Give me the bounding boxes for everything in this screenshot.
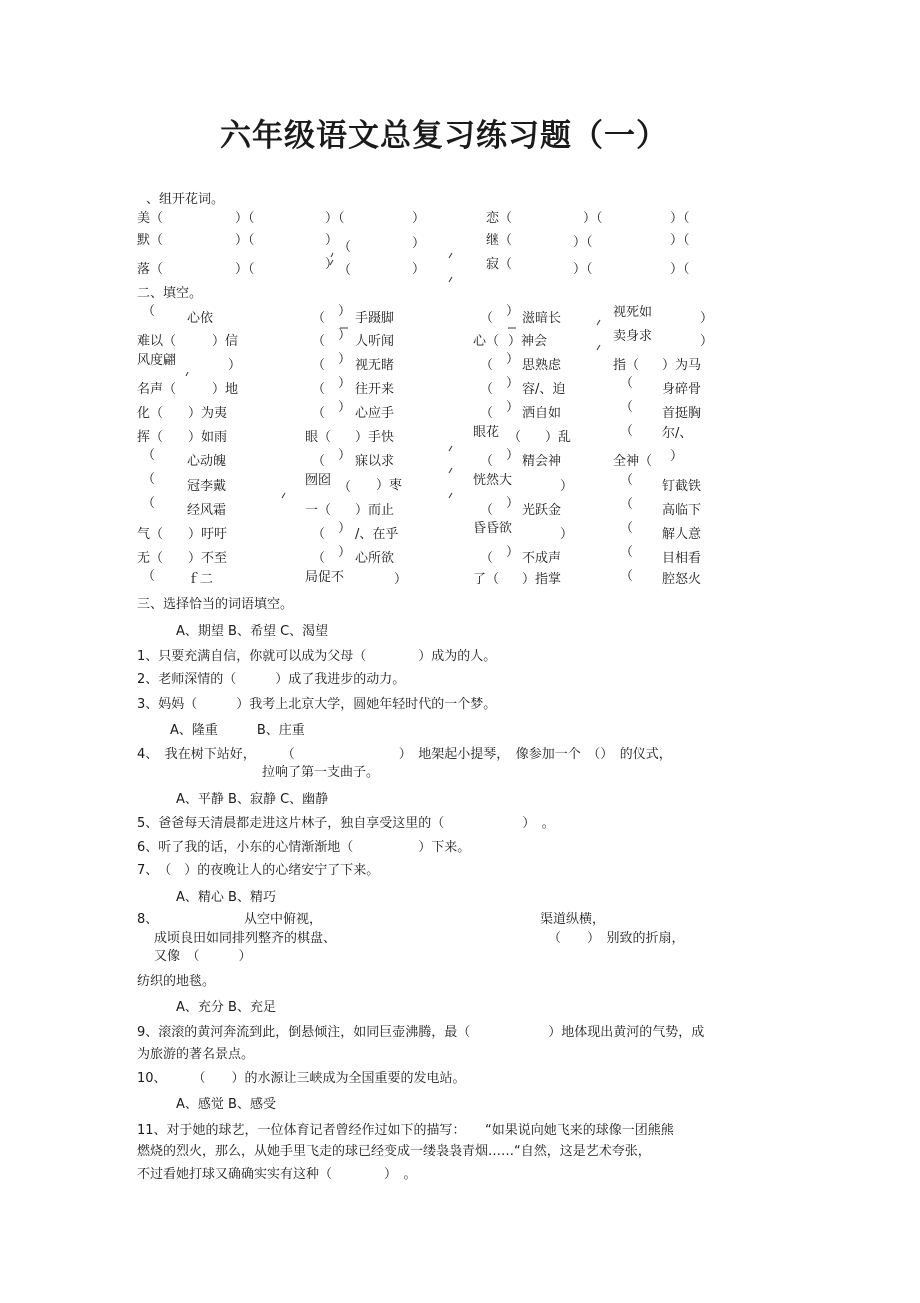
idiom-text: 风度翩 bbox=[137, 353, 177, 368]
paren: （ bbox=[338, 480, 352, 495]
idiom-text: 挥（ bbox=[137, 430, 164, 445]
idiom-text: ）如雨 bbox=[188, 430, 228, 445]
idiom-text: 眼花 bbox=[473, 425, 500, 440]
idiom-text: 视无睹 bbox=[355, 358, 395, 373]
stray-tick bbox=[597, 345, 600, 350]
idiom-text: 手蹑脚 bbox=[355, 311, 395, 326]
paren: ） bbox=[338, 545, 352, 560]
char-left: 美（ bbox=[137, 211, 164, 226]
blank: ） bbox=[412, 236, 426, 251]
idiom-text: 经风霜 bbox=[187, 503, 227, 518]
section-1-heading: 、组开花词。 bbox=[146, 192, 225, 207]
idiom-text: ）枣 bbox=[376, 478, 403, 493]
paren: ） bbox=[228, 358, 242, 373]
paren: ） bbox=[338, 400, 352, 415]
blank: ） bbox=[325, 257, 339, 272]
char-right: 继（ bbox=[486, 233, 513, 248]
paren: （ bbox=[480, 551, 494, 566]
paren: （ bbox=[142, 304, 156, 319]
paren: （ bbox=[142, 472, 156, 487]
question-line: 6、听了我的话，小东的心情渐渐地（ ）下来。 bbox=[137, 840, 471, 855]
idiom-text: 腔怒火 bbox=[662, 572, 702, 587]
blank: ）（ bbox=[583, 211, 603, 226]
blank: ）（ bbox=[670, 262, 690, 277]
question-line: 9、滚滚的黄河奔流到此，倒悬倾注，如同巨壶沸腾，最（ ）地体现出黄河的气势，成 bbox=[137, 1025, 705, 1040]
paren: （ bbox=[480, 358, 494, 373]
idiom-text: /、在乎 bbox=[355, 527, 399, 542]
idiom-text: 局促不 bbox=[305, 570, 345, 585]
section-2-heading: 二、填空。 bbox=[137, 286, 203, 301]
idiom-text: 心依 bbox=[187, 311, 214, 326]
blank: ）（ bbox=[235, 262, 255, 277]
paren: （ bbox=[312, 527, 326, 542]
question-line: 纺织的地毯。 bbox=[137, 974, 216, 989]
paren: （ bbox=[620, 569, 634, 584]
idiom-text: 一（ bbox=[305, 503, 332, 518]
idiom-text: 全神（ bbox=[613, 454, 653, 469]
paren: （ bbox=[312, 334, 326, 349]
idiom-text: 容/、迫 bbox=[522, 382, 566, 397]
blank: ）（ bbox=[573, 235, 593, 250]
idiom-text: 精会神 bbox=[522, 454, 562, 469]
idiom-text: 寐以求 bbox=[355, 454, 395, 469]
question-line: 1、只要充满自信，你就可以成为父母（ ）成为的人。 bbox=[137, 649, 497, 664]
paren: ） bbox=[506, 376, 520, 391]
question-line: 拉响了第一支曲子。 bbox=[262, 765, 380, 780]
paren: （ bbox=[312, 406, 326, 421]
idiom-text: ）神会 bbox=[508, 334, 548, 349]
paren: ） bbox=[394, 572, 408, 587]
options-line: A、精心 B、精巧 bbox=[176, 890, 276, 905]
char-left: 落（ bbox=[137, 262, 164, 277]
idiom-text: 视死如 bbox=[613, 305, 653, 320]
idiom-text: ）不至 bbox=[188, 551, 228, 566]
stray-tick bbox=[186, 372, 188, 376]
options-line: A、感觉 B、感受 bbox=[176, 1097, 276, 1112]
idiom-text: 不成声 bbox=[522, 551, 562, 566]
paren: ） bbox=[560, 527, 574, 542]
idiom-text: ）而止 bbox=[355, 503, 395, 518]
options-line: A、平静 B、寂静 C、幽静 bbox=[176, 792, 329, 807]
question-line: 3、妈妈（ ）我考上北京大学，圆她年轻时代的一个梦。 bbox=[137, 697, 497, 712]
question-line: 2、老师深情的（ ）成了我进步的动力。 bbox=[137, 672, 406, 687]
idiom-text: 洒自如 bbox=[522, 406, 562, 421]
question-line: 10、 （ ）的水源让三峡成为全国重要的发电站。 bbox=[137, 1071, 466, 1086]
paren: （ bbox=[620, 473, 634, 488]
paren: ） bbox=[338, 328, 352, 343]
paren: （ bbox=[142, 448, 156, 463]
paren: （ bbox=[480, 454, 494, 469]
idiom-text: 光跃金 bbox=[522, 503, 562, 518]
idiom-text: 指（ bbox=[613, 358, 640, 373]
stray-tick bbox=[330, 260, 333, 265]
paren: ） bbox=[700, 334, 714, 349]
idiom-text: 尔/、 bbox=[662, 426, 693, 441]
idiom-text: 卖身求 bbox=[613, 329, 653, 344]
stray-tick bbox=[449, 468, 452, 473]
paren: ） bbox=[670, 449, 684, 464]
paren: ） bbox=[506, 448, 520, 463]
paren: ） bbox=[560, 479, 574, 494]
paren: （ bbox=[312, 551, 326, 566]
idiom-text: 气（ bbox=[137, 527, 164, 542]
blank: ） bbox=[325, 233, 339, 248]
idiom-text: 高临下 bbox=[662, 503, 702, 518]
paren: ） bbox=[506, 352, 520, 367]
paren: （ bbox=[620, 545, 634, 560]
idiom-text: ）信 bbox=[212, 334, 239, 349]
char-left: 默（ bbox=[137, 233, 164, 248]
paren: ） bbox=[338, 448, 352, 463]
paren: ） bbox=[506, 304, 520, 319]
blank: ）（ bbox=[235, 233, 255, 248]
question-line: 又像 （ ） bbox=[154, 949, 252, 964]
section-3-heading: 三、选择恰当的词语填空。 bbox=[137, 597, 294, 612]
paren: （ bbox=[480, 406, 494, 421]
blank: ）（ bbox=[325, 211, 345, 226]
paren: （ bbox=[480, 311, 494, 326]
stray-tick bbox=[449, 446, 452, 451]
idiom-text: ）吁吁 bbox=[188, 527, 228, 542]
blank: ）（ bbox=[670, 233, 690, 248]
idiom-text: 思熟虑 bbox=[522, 358, 562, 373]
paren: ） bbox=[506, 545, 520, 560]
idiom-text: 冠李戴 bbox=[187, 479, 227, 494]
idiom-text: 钉截铁 bbox=[662, 479, 702, 494]
idiom-text: 囫囵 bbox=[305, 473, 332, 488]
paren: （ bbox=[312, 311, 326, 326]
idiom-text: 人听闻 bbox=[355, 334, 395, 349]
paren: ） bbox=[506, 400, 520, 415]
paren: ） bbox=[338, 304, 352, 319]
idiom-text: 解人意 bbox=[662, 527, 702, 542]
stray-tick bbox=[597, 320, 600, 325]
question-line: 不过看她打球又确确实实有这种（ ） 。 bbox=[137, 1167, 417, 1182]
paren: ） bbox=[338, 352, 352, 367]
idiom-text: ）指掌 bbox=[522, 572, 562, 587]
paren: （ bbox=[620, 521, 634, 536]
idiom-text: 心动魄 bbox=[187, 454, 227, 469]
blank: （ bbox=[338, 263, 352, 278]
blank: ）（ bbox=[573, 262, 593, 277]
idiom-text: 无（ bbox=[137, 551, 164, 566]
question-line: 燃烧的烈火，那么，从她手里飞走的球已经变成一缕袅袅青烟……“自然，这是艺术夸张， bbox=[137, 1144, 651, 1159]
idiom-text: 难以（ bbox=[137, 334, 177, 349]
idiom-text: 心（ bbox=[473, 334, 500, 349]
paren: （ bbox=[312, 454, 326, 469]
stray-tick bbox=[449, 277, 452, 282]
paren: ） bbox=[338, 521, 352, 536]
paren: （ bbox=[142, 496, 156, 511]
idiom-text: ）乱 bbox=[545, 430, 572, 445]
stray-tick bbox=[449, 253, 452, 258]
paren: （ bbox=[620, 424, 634, 439]
question-line: 渠道纵横， bbox=[540, 912, 606, 927]
idiom-text: 身碎骨 bbox=[662, 382, 702, 397]
page-title: 六年级语文总复习练习题（一） bbox=[220, 118, 668, 154]
stray-tick bbox=[331, 253, 333, 257]
question-line: 为旅游的著名景点。 bbox=[137, 1047, 255, 1062]
idiom-text: 目相看 bbox=[662, 551, 702, 566]
blank: ） bbox=[412, 262, 426, 277]
char-right: 寂（ bbox=[486, 257, 513, 272]
question-line: 从空中俯视， bbox=[244, 912, 323, 927]
idiom-text: 名声（ bbox=[137, 382, 177, 397]
blank: ） bbox=[412, 211, 426, 226]
question-line: 5、爸爸每天清晨都走进这片林子，独自享受这里的（ ） 。 bbox=[137, 816, 555, 831]
blank: （ bbox=[338, 240, 352, 255]
idiom-text: ｆ二 bbox=[187, 572, 214, 587]
paren: （ bbox=[480, 503, 494, 518]
paren: ） bbox=[700, 311, 714, 326]
paren: （ bbox=[508, 430, 522, 445]
idiom-text: ）为马 bbox=[662, 358, 702, 373]
idiom-text: 心所欲 bbox=[355, 551, 395, 566]
question-line: （ ） 别致的折扇， bbox=[548, 931, 685, 946]
idiom-text: 恍然大 bbox=[473, 473, 513, 488]
options-line: A、充分 B、充足 bbox=[176, 1000, 276, 1015]
idiom-text: 昏昏欲 bbox=[473, 521, 513, 536]
idiom-text: ）地 bbox=[212, 382, 239, 397]
idiom-text: ）手快 bbox=[355, 430, 395, 445]
question-line: 11、对于她的球艺，一位体育记者曾经作过如下的描写： “如果说向她飞来的球像一团熊熊 bbox=[137, 1123, 674, 1138]
paren: ） bbox=[338, 376, 352, 391]
paren: （ bbox=[142, 569, 156, 584]
question-line: 4、 我在树下站好， （ ） 地架起小提琴， 像参加一个 （） 的仪式， bbox=[137, 747, 672, 762]
paren: （ bbox=[620, 400, 634, 415]
paren: （ bbox=[312, 358, 326, 373]
blank: ）（ bbox=[235, 211, 255, 226]
options-line: A、隆重 B、庄重 bbox=[170, 723, 305, 738]
idiom-text: 往开来 bbox=[355, 382, 395, 397]
idiom-text: 化（ bbox=[137, 406, 164, 421]
options-line: A、期望 B、希望 C、渴望 bbox=[176, 624, 329, 639]
idiom-text: 心应手 bbox=[355, 406, 395, 421]
idiom-text: 滋暗长 bbox=[522, 311, 562, 326]
question-line: 7、 （ ）的夜晚让人的心绪安宁了下来。 bbox=[137, 863, 380, 878]
idiom-text: 眼（ bbox=[305, 430, 332, 445]
idiom-text: 首挺胸 bbox=[662, 406, 702, 421]
paren: ） bbox=[506, 496, 520, 511]
blank: ）（ bbox=[670, 211, 690, 226]
idiom-text: 了（ bbox=[473, 572, 500, 587]
paren: （ bbox=[480, 382, 494, 397]
idiom-text: ）为夷 bbox=[188, 406, 228, 421]
stray-tick bbox=[282, 493, 285, 498]
paren: （ bbox=[620, 497, 634, 512]
char-right: 恋（ bbox=[486, 211, 513, 226]
paren: （ bbox=[620, 376, 634, 391]
stray-tick bbox=[449, 493, 452, 498]
question-line: 成顷良田如同排列整齐的棋盘、 bbox=[154, 931, 337, 946]
paren: （ bbox=[312, 382, 326, 397]
question-number: 8、 bbox=[137, 912, 159, 927]
